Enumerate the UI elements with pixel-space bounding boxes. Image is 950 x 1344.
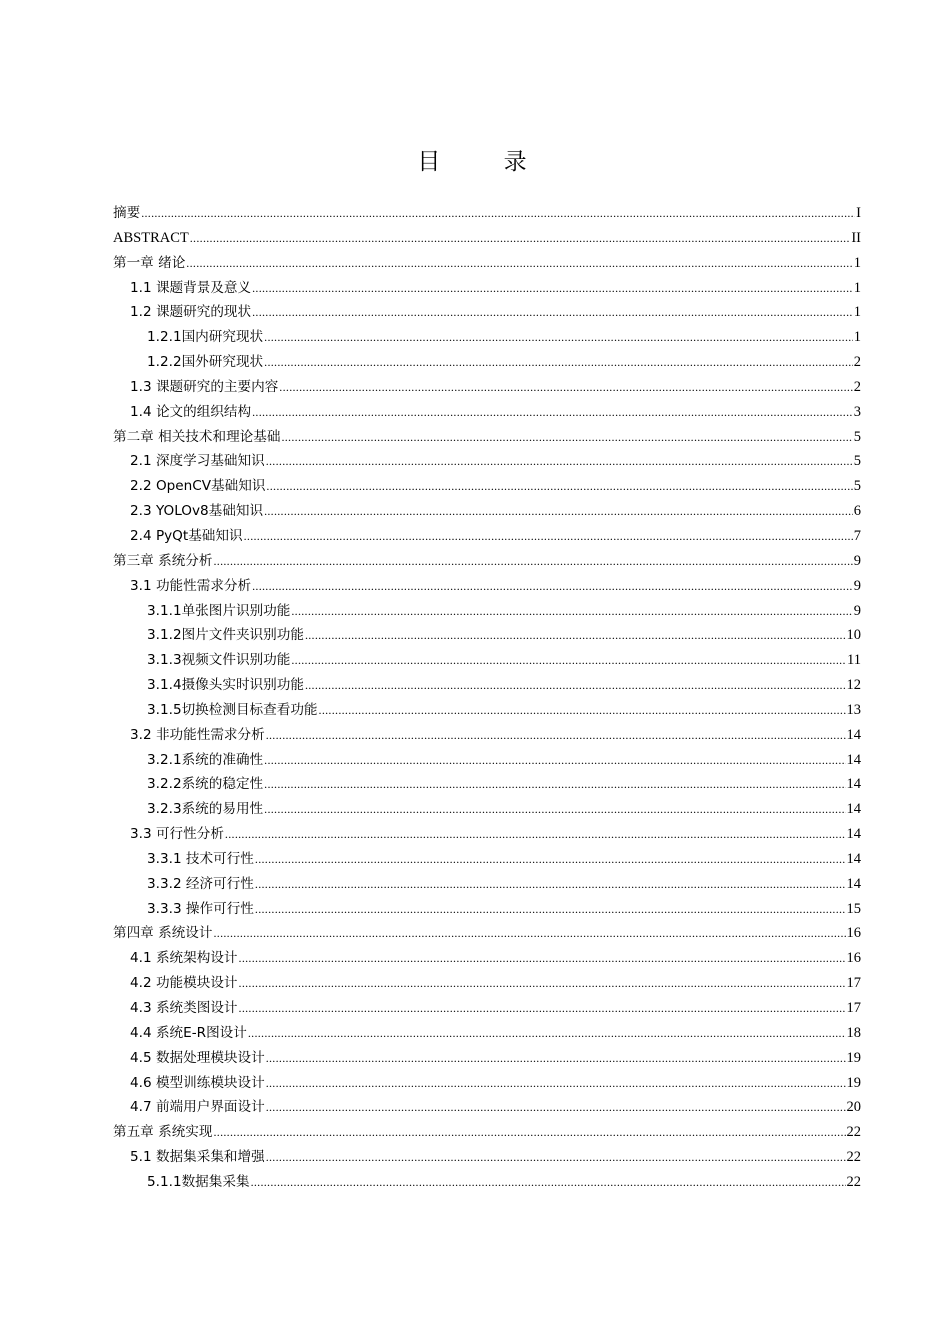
toc-entry[interactable] <box>113 748 861 773</box>
toc-entry-label: 3.2.2系统的稳定性 <box>147 776 264 793</box>
toc-entry[interactable] <box>113 300 861 325</box>
toc-entry-page-number: 22 <box>846 1124 861 1141</box>
toc-entry-page-number: 5 <box>853 478 861 495</box>
toc-entry-page-number: 10 <box>846 627 861 644</box>
toc-entry-label: 1.1 课题背景及意义 <box>130 279 252 296</box>
toc-dot-leader <box>291 599 852 624</box>
toc-entry[interactable] <box>113 921 861 946</box>
table-of-contents <box>113 201 861 1195</box>
toc-entry-label: 3.1.5切换检测目标查看功能 <box>147 701 318 718</box>
toc-entry-label: 1.2.2国外研究现状 <box>147 354 264 371</box>
toc-entry[interactable] <box>113 648 861 673</box>
toc-entry-page-number: 7 <box>853 527 861 544</box>
toc-entry-label: 摘要 <box>113 205 141 221</box>
toc-entry[interactable] <box>113 673 861 698</box>
toc-entry[interactable] <box>113 425 861 450</box>
toc-entry-label: 3.2.3系统的易用性 <box>147 801 264 818</box>
toc-entry-label: 4.4 系统E-R图设计 <box>130 1024 247 1041</box>
toc-entry[interactable] <box>113 723 861 748</box>
toc-dot-leader <box>305 673 846 698</box>
toc-entry-label: 2.1 深度学习基础知识 <box>130 453 265 470</box>
toc-dot-leader <box>264 772 845 797</box>
toc-entry-page-number: 1 <box>853 329 861 346</box>
toc-dot-leader <box>264 350 853 375</box>
toc-dot-leader <box>252 276 853 301</box>
toc-entry-page-number: 9 <box>853 552 861 569</box>
toc-entry[interactable] <box>113 1170 861 1195</box>
toc-entry-page-number: 14 <box>846 826 861 843</box>
toc-dot-leader <box>213 921 845 946</box>
toc-entry[interactable] <box>113 574 861 599</box>
toc-dot-leader <box>255 847 846 872</box>
toc-entry-page-number: 13 <box>846 701 861 718</box>
toc-entry[interactable] <box>113 772 861 797</box>
toc-dot-leader <box>264 748 845 773</box>
toc-entry[interactable] <box>113 698 861 723</box>
toc-dot-leader <box>251 1170 846 1195</box>
toc-dot-leader <box>186 251 852 276</box>
toc-entry-page-number: 14 <box>846 751 861 768</box>
toc-entry-page-number: 14 <box>846 801 861 818</box>
toc-entry[interactable] <box>113 375 861 400</box>
toc-entry-label: 3.1 功能性需求分析 <box>130 577 252 594</box>
toc-dot-leader <box>266 1046 846 1071</box>
toc-entry[interactable] <box>113 325 861 350</box>
toc-entry-page-number: 14 <box>846 850 861 867</box>
toc-dot-leader <box>266 449 853 474</box>
toc-entry-page-number: 1 <box>853 254 861 271</box>
toc-entry-label: 3.1.2图片文件夹识别功能 <box>147 627 304 644</box>
toc-entry[interactable] <box>113 847 861 872</box>
toc-entry[interactable] <box>113 971 861 996</box>
toc-entry-page-number: 16 <box>846 950 861 967</box>
toc-entry-label: 3.1.4摄像头实时识别功能 <box>147 677 304 694</box>
toc-dot-leader <box>291 648 846 673</box>
toc-entry-label: 5.1 数据集采集和增强 <box>130 1149 265 1166</box>
toc-entry[interactable] <box>113 599 861 624</box>
toc-entry[interactable] <box>113 1145 861 1170</box>
toc-entry-label: 4.3 系统类图设计 <box>130 1000 238 1016</box>
toc-dot-leader <box>255 897 846 922</box>
toc-dot-leader <box>244 524 853 549</box>
toc-entry[interactable] <box>113 872 861 897</box>
toc-dot-leader <box>213 549 852 574</box>
toc-entry[interactable] <box>113 499 861 524</box>
toc-entry-page-number: 17 <box>846 1000 861 1016</box>
toc-dot-leader <box>264 325 853 350</box>
toc-dot-leader <box>266 1145 846 1170</box>
toc-entry-label: 第二章 相关技术和理论基础 <box>113 428 281 445</box>
toc-entry-label: 2.4 PyQt基础知识 <box>130 527 243 544</box>
toc-entry-page-number: 1 <box>853 279 861 296</box>
toc-dot-leader <box>319 698 846 723</box>
toc-dot-leader <box>255 872 846 897</box>
toc-entry-page-number: 18 <box>846 1024 861 1041</box>
toc-entry[interactable] <box>113 797 861 822</box>
toc-dot-leader <box>252 574 853 599</box>
toc-entry-label: 3.2 非功能性需求分析 <box>130 726 265 743</box>
toc-entry-page-number: 15 <box>846 900 861 917</box>
toc-entry-label: 5.1.1数据集采集 <box>147 1173 250 1190</box>
toc-dot-leader <box>305 623 846 648</box>
toc-entry[interactable] <box>113 623 861 648</box>
toc-entry-label: 3.2.1系统的准确性 <box>147 751 264 768</box>
toc-entry-label: 2.3 YOLOv8基础知识 <box>130 503 264 520</box>
toc-entry-page-number: 19 <box>846 1074 861 1091</box>
toc-entry[interactable] <box>113 1120 861 1145</box>
toc-entry-page-number: 3 <box>853 403 861 420</box>
toc-dot-leader <box>239 996 846 1021</box>
toc-dot-leader <box>252 400 853 425</box>
toc-dot-leader <box>190 226 851 251</box>
toc-entry[interactable] <box>113 449 861 474</box>
toc-dot-leader <box>279 375 852 400</box>
toc-dot-leader <box>225 822 846 847</box>
toc-entry[interactable] <box>113 897 861 922</box>
toc-entry-label: 1.4 论文的组织结构 <box>130 403 252 420</box>
toc-entry-label: 2.2 OpenCV基础知识 <box>130 478 266 495</box>
toc-entry[interactable] <box>113 400 861 425</box>
toc-entry-label: 3.1.3视频文件识别功能 <box>147 652 291 669</box>
toc-entry[interactable] <box>113 1046 861 1071</box>
toc-entry-label: 3.1.1单张图片识别功能 <box>147 602 291 619</box>
toc-entry-page-number: 17 <box>846 975 861 992</box>
toc-dot-leader <box>264 797 845 822</box>
toc-entry-label: 3.3 可行性分析 <box>130 826 224 843</box>
toc-dot-leader <box>252 300 853 325</box>
toc-entry-label: 3.3.1 技术可行性 <box>147 850 254 867</box>
toc-entry[interactable] <box>113 350 861 375</box>
toc-dot-leader <box>239 971 846 996</box>
toc-entry-label: 4.5 数据处理模块设计 <box>130 1049 265 1066</box>
toc-entry-page-number: 14 <box>846 726 861 743</box>
toc-entry-page-number: 20 <box>846 1099 861 1116</box>
toc-entry-page-number: 2 <box>853 354 861 371</box>
toc-entry-label: ABSTRACT <box>113 229 189 246</box>
toc-entry-label: 3.3.2 经济可行性 <box>147 875 254 892</box>
toc-entry[interactable] <box>113 946 861 971</box>
toc-entry-page-number: 19 <box>846 1049 861 1066</box>
toc-dot-leader <box>213 1120 845 1145</box>
toc-entry[interactable] <box>113 226 861 251</box>
toc-entry[interactable] <box>113 251 861 276</box>
toc-entry-page-number: 22 <box>846 1173 861 1190</box>
toc-entry-label: 4.6 模型训练模块设计 <box>130 1074 265 1091</box>
toc-entry-page-number: 11 <box>847 652 861 669</box>
toc-entry-page-number: 12 <box>846 677 861 694</box>
toc-entry-page-number: 14 <box>846 875 861 892</box>
toc-dot-leader <box>239 946 846 971</box>
toc-dot-leader <box>248 1021 846 1046</box>
toc-entry-page-number: II <box>851 229 861 246</box>
toc-dot-leader <box>281 425 852 450</box>
toc-entry-page-number: 9 <box>853 577 861 594</box>
toc-entry-page-number: 9 <box>853 602 861 619</box>
toc-entry-label: 第五章 系统实现 <box>113 1124 213 1141</box>
toc-entry-page-number: 5 <box>853 453 861 470</box>
toc-dot-leader <box>266 1095 846 1120</box>
toc-entry[interactable] <box>113 549 861 574</box>
toc-entry-page-number: I <box>856 205 861 221</box>
toc-entry-page-number: 5 <box>853 428 861 445</box>
toc-entry[interactable] <box>113 996 861 1021</box>
toc-entry-page-number: 6 <box>853 503 861 520</box>
toc-entry-page-number: 22 <box>846 1149 861 1166</box>
toc-entry-label: 1.2 课题研究的现状 <box>130 304 252 321</box>
toc-entry[interactable] <box>113 201 861 226</box>
toc-entry[interactable] <box>113 822 861 847</box>
toc-dot-leader <box>264 499 853 524</box>
toc-entry[interactable] <box>113 276 861 301</box>
toc-entry[interactable] <box>113 1071 861 1096</box>
toc-entry-label: 第四章 系统设计 <box>113 925 213 942</box>
toc-entry-label: 第一章 绪论 <box>113 254 186 271</box>
toc-entry-page-number: 14 <box>846 776 861 793</box>
toc-entry-label: 3.3.3 操作可行性 <box>147 900 254 917</box>
toc-entry-page-number: 1 <box>853 304 861 321</box>
toc-entry-label: 第三章 系统分析 <box>113 552 213 569</box>
page-title: 目 录 <box>417 149 555 175</box>
toc-entry-label: 1.2.1国内研究现状 <box>147 329 264 346</box>
toc-entry[interactable] <box>113 474 861 499</box>
toc-dot-leader <box>266 723 846 748</box>
toc-entry-page-number: 16 <box>846 925 861 942</box>
toc-dot-leader <box>141 201 855 226</box>
toc-dot-leader <box>266 474 852 499</box>
toc-entry[interactable] <box>113 1095 861 1120</box>
toc-dot-leader <box>266 1071 846 1096</box>
toc-entry-label: 4.1 系统架构设计 <box>130 950 238 967</box>
toc-entry-label: 1.3 课题研究的主要内容 <box>130 378 279 395</box>
toc-entry-label: 4.7 前端用户界面设计 <box>130 1099 265 1116</box>
toc-entry-page-number: 2 <box>853 378 861 395</box>
toc-entry[interactable] <box>113 524 861 549</box>
toc-entry-label: 4.2 功能模块设计 <box>130 975 238 992</box>
toc-entry[interactable] <box>113 1021 861 1046</box>
